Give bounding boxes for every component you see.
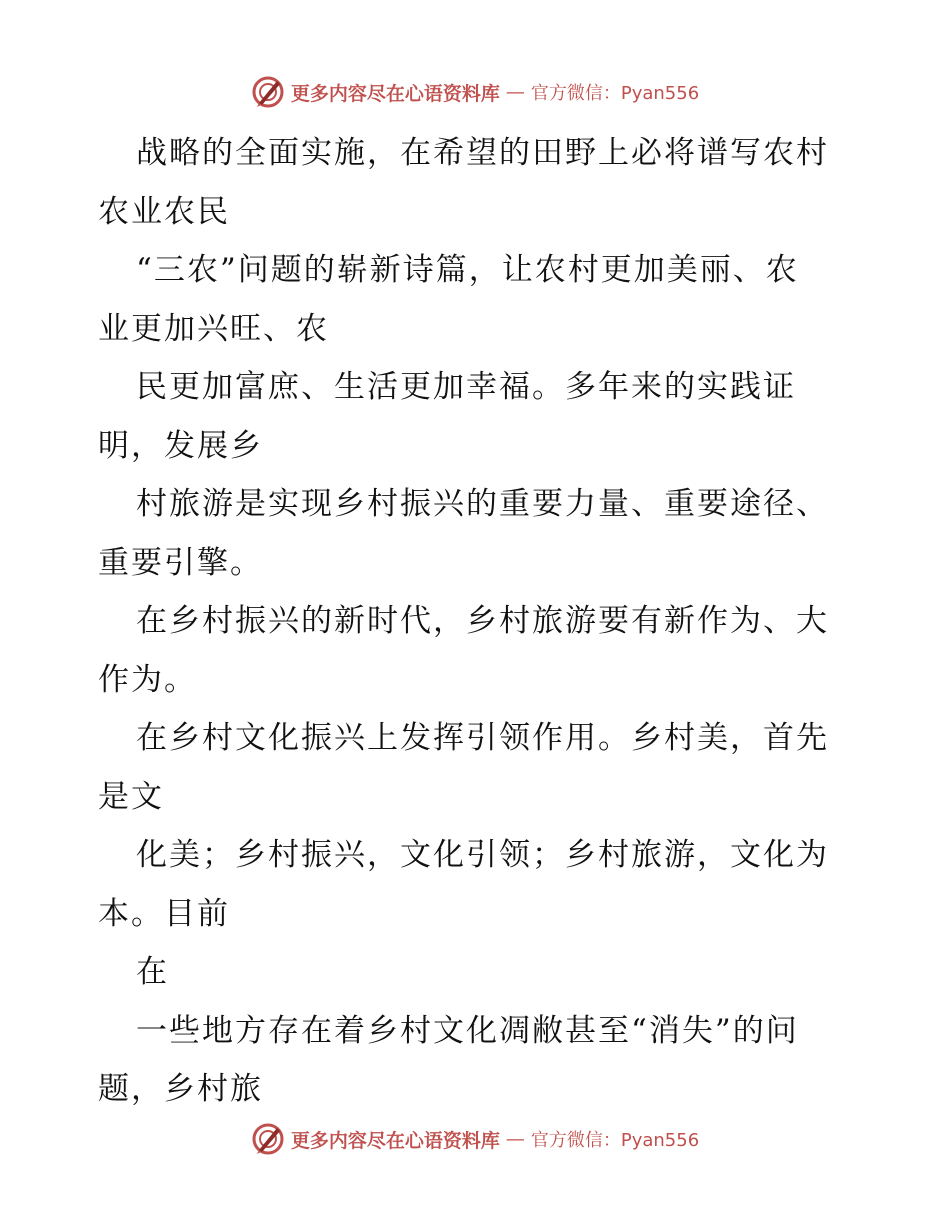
footer-brand-text: 更多内容尽在心语资料库: [290, 1129, 500, 1152]
body-text-line: 民更加富庶、生活更加幸福。多年来的实践证: [136, 369, 796, 405]
pen-logo-icon: [251, 75, 285, 109]
body-text-line: 明，发展乡: [98, 427, 263, 464]
header-banner: [0, 72, 950, 112]
body-text-line: 村旅游是实现乡村振兴的重要力量、重要途径、: [136, 486, 829, 522]
footer-wechat-text: 官方微信：Pyan556: [530, 1130, 700, 1151]
body-text-line: 业更加兴旺、农: [98, 310, 329, 347]
body-text-line: 本。目前: [98, 895, 230, 932]
header-wechat-text: 官方微信：Pyan556: [530, 83, 700, 104]
document-body: [98, 124, 858, 1119]
body-text-line: 一些地方存在着乡村文化凋敝甚至“消失”的问: [136, 1012, 799, 1049]
footer-dash: —: [505, 1128, 525, 1150]
header-dash: —: [505, 81, 525, 103]
pen-logo-icon: [251, 1122, 285, 1156]
body-text-line: 题，乡村旅: [98, 1071, 263, 1107]
footer-banner: [0, 1119, 950, 1159]
body-text-line: 作为。: [98, 661, 197, 698]
body-text-line: 重要引擎。: [98, 544, 263, 581]
body-text-line: 在乡村振兴的新时代，乡村旅游要有新作为、大: [136, 603, 829, 639]
header-brand-text: 更多内容尽在心语资料库: [290, 82, 500, 105]
body-text-line: 化美；乡村振兴，文化引领；乡村旅游，文化为: [136, 837, 829, 873]
body-text-line: “三农”问题的崭新诗篇，让农村更加美丽、农: [136, 252, 799, 288]
body-text-line: 是文: [98, 778, 164, 815]
body-text-line: 在乡村文化振兴上发挥引领作用。乡村美，首先: [136, 720, 829, 756]
body-text-line: 农业农民: [98, 193, 230, 230]
body-text-line: 在: [136, 954, 169, 990]
body-text-line: 战略的全面实施，在希望的田野上必将谱写农村: [136, 135, 829, 171]
